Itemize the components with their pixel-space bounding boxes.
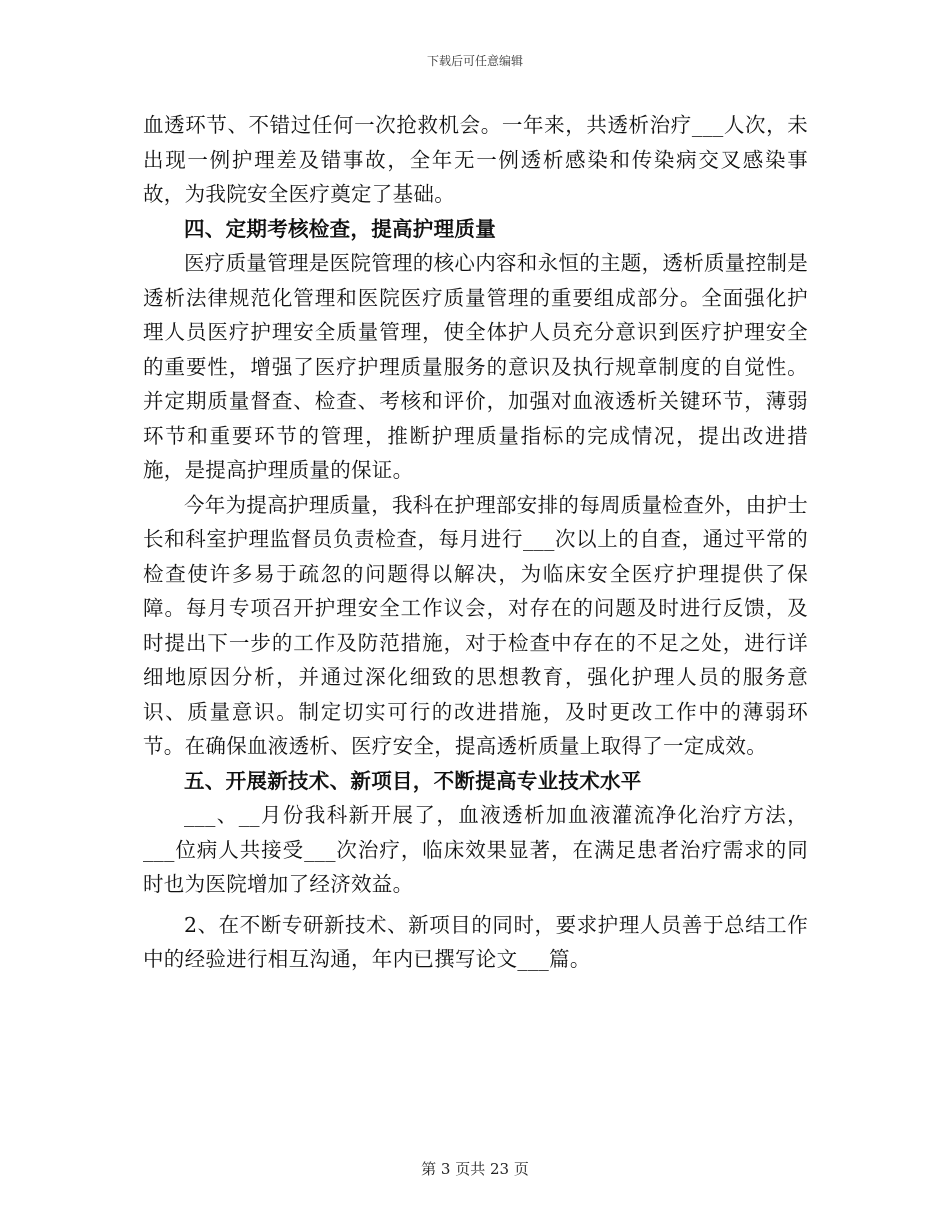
paragraph-new-technique: ___、__月份我科新开展了，血液透析加血液灌流净化治疗方法，___位病人共接受___次治疗，临床效果显著，在满足患者治疗需求的同时也为医院增加了经济效益。 (143, 803, 808, 896)
paragraph-continuation: 血透环节、不错过任何一次抢救机会。一年来，共透析治疗___人次，未出现一例护理差及错事故，全年无一例透析感染和传染病交叉感染事故，为我院安全医疗奠定了基础。 (143, 113, 808, 206)
page-header: 下载后可任意编辑 (426, 54, 523, 68)
section-heading-4: 四、定期考核检查，提高护理质量 (184, 216, 496, 241)
section-heading-5: 五、开展新技术、新项目，不断提高专业技术水平 (184, 768, 642, 793)
paragraph-inspection: 今年为提高护理质量，我科在护理部安排的每周质量检查外，由护士长和科室护理监督员负责检查，每月进行___次以上的自查，通过平常的检查使许多易于疏忽的问题得以解决，为临床安全医疗护理提供了保障。每月专项召开护理安全工作议会，对存在的问题及时进行反馈，及时提出下一步的工作及防范措施，对于检查中存在的不足之处，进行详细地原因分析，并通过深化细致的思想教育，强化护理人员的服务意识、质量意识。制定切实可行的改进措施，及时更改工作中的薄弱环节。在确保血液透析、医疗安全，提高透析质量上取得了一定成效。 (143, 492, 808, 758)
paragraph-papers: 2、在不断专研新技术、新项目的同时，要求护理人员善于总结工作中的经验进行相互沟通，年内已撰写论文___篇。 (143, 912, 808, 971)
paragraph-quality-management: 医疗质量管理是医院管理的核心内容和永恒的主题，透析质量控制是透析法律规范化管理和医院医疗质量管理的重要组成部分。全面强化护理人员医疗护理安全质量管理，使全体护人员充分意识到医疗护理安全的重要性，增强了医疗护理质量服务的意识及执行规章制度的自觉性。并定期质量督查、检查、考核和评价，加强对血液透析关键环节，薄弱环节和重要环节的管理，推断护理质量指标的完成情况，提出改进措施，是提高护理质量的保证。 (143, 251, 808, 482)
page-footer: 第 3 页共 23 页 (421, 1160, 529, 1178)
document-body (143, 108, 808, 977)
